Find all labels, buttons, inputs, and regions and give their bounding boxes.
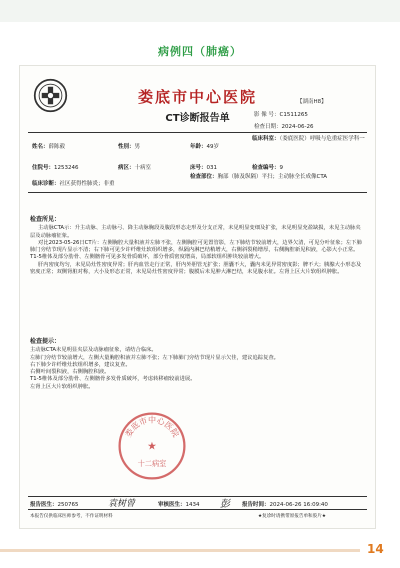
inpatient-number: 住院号：1253246 [32,165,79,171]
stamp-subtext: 十二病室 [137,458,167,468]
region-tag: 【湖南H8】 [297,99,327,105]
divider [28,509,367,510]
exam-number: 检查编号：9 [252,165,284,171]
patient-name: 姓名：薛陈毅 [32,144,66,150]
divider [28,496,367,497]
patient-sex: 性别：男 [118,144,141,150]
report-time: 报告时间：2024-06-26 16:09:40 [242,502,328,508]
findings-section [30,216,365,276]
reviewer-signature: 彭 [220,499,230,510]
film-number: 影 像 号：C1511265 [254,112,308,118]
bed-number: 床号：031 [190,165,218,171]
reporter: 报告医生：250765 [30,502,79,508]
page-number: 14 [367,542,384,556]
bottom-bar [0,549,360,552]
divider [28,192,367,193]
hospital-stamp [116,410,188,482]
patient-age: 年龄：49岁 [190,144,220,150]
impression-section [30,338,365,391]
report-sheet [20,66,375,528]
findings-paragraph: 对比2023-05-26日CT片：左侧胸腔大量积液并左肺不张，左侧胸腔可见置管影，左下肺结节较前增大，边界欠清，可见分叶征象；左下肺肺门旁结节现片显示不清；右下肺可见少许纤维灶软组织增多，纵隔内淋巴结稍增大，右侧斜裂稍增厚，右侧胸腔新见积液，心影大小正常。T1-5椎体及部分肋骨、左侧髂骨可见多发骨质破坏，部分骨质密度增高，局部软组织肿块较前增大。 [30,239,362,261]
top-bar [0,0,400,22]
exam-date: 检查日期：2024-06-26 [254,124,314,130]
star-icon: ★ [147,439,157,453]
impression-item: 主动脉CTA未见明显夹层及动脉瘤征象，请结合临床。 [30,347,157,354]
reporter-signature: 袁树曾 [108,499,136,509]
report-title: CT诊断报告单 [165,113,230,124]
findings-paragraph: 主动脉CTA示：升主动脉、主动脉弓、降主动脉胸段及腹段形态走形及分支正常，未见明显变细及扩张，未见明显充盈缺损，未见主动脉夹层及动脉瘤征象。 [30,225,361,239]
revisit-note: ★复诊时请携带原报告单和胶片★ [258,514,326,519]
clinical-diagnosis: 临床诊断：社区获得性肺炎；非重 [32,181,115,187]
findings-label: 检查所见： [30,216,61,223]
reviewer: 审核医生：1434 [158,502,200,508]
divider [28,132,367,133]
impression-item: 右下肺少许纤维灶软组织增多，建议复查。 [30,361,131,368]
impression-item: 右侧叶间裂积液，右侧胸腔积液。 [30,369,110,376]
section-title: 病例四（肺癌） [158,45,242,58]
ward: 病区：十病室 [118,165,152,171]
impression-label: 检查提示： [30,338,61,345]
impression-item: 左肾上区大片软组织肿胀。 [30,383,94,390]
exam-part: 检查部位：胸部（肺及纵隔）平扫；主动脉全长成像CTA [190,174,328,180]
impression-item: T1-5椎体及部分肋骨、左侧髂骨多发骨质破坏，考虑转移瘤较前进展。 [30,376,196,383]
hospital-name: 娄底市中心医院 [137,88,257,106]
clinical-dept: 临床科室：（娄底医院）呼吸与危重症医学科一 [252,136,365,142]
stamp-text: 娄底市中心医院 [122,414,182,439]
findings-paragraph: 肝内密度均匀，未见局灶性密度异常；肝内血管走行正常，肝内外胆管无扩张；胆囊不大，囊内未见异常密度影；脾不大；胰腺大小形态及密度正常；双侧肾脏对称，大小及形态正常，未见局灶性密度异常；腹膜后未见肿大淋巴结，未见腹水征。左肾上区大片软组织肿胀。 [30,261,362,276]
disclaimer: 本报告仅供临床医师参考，不作证明材料 [30,514,113,519]
impression-item: 左肺门旁结节较前增大，左侧大量胸腔积液并左肺不张；左下肺肺门旁结节现片显示欠佳，建议追踪复查。 [30,354,279,361]
